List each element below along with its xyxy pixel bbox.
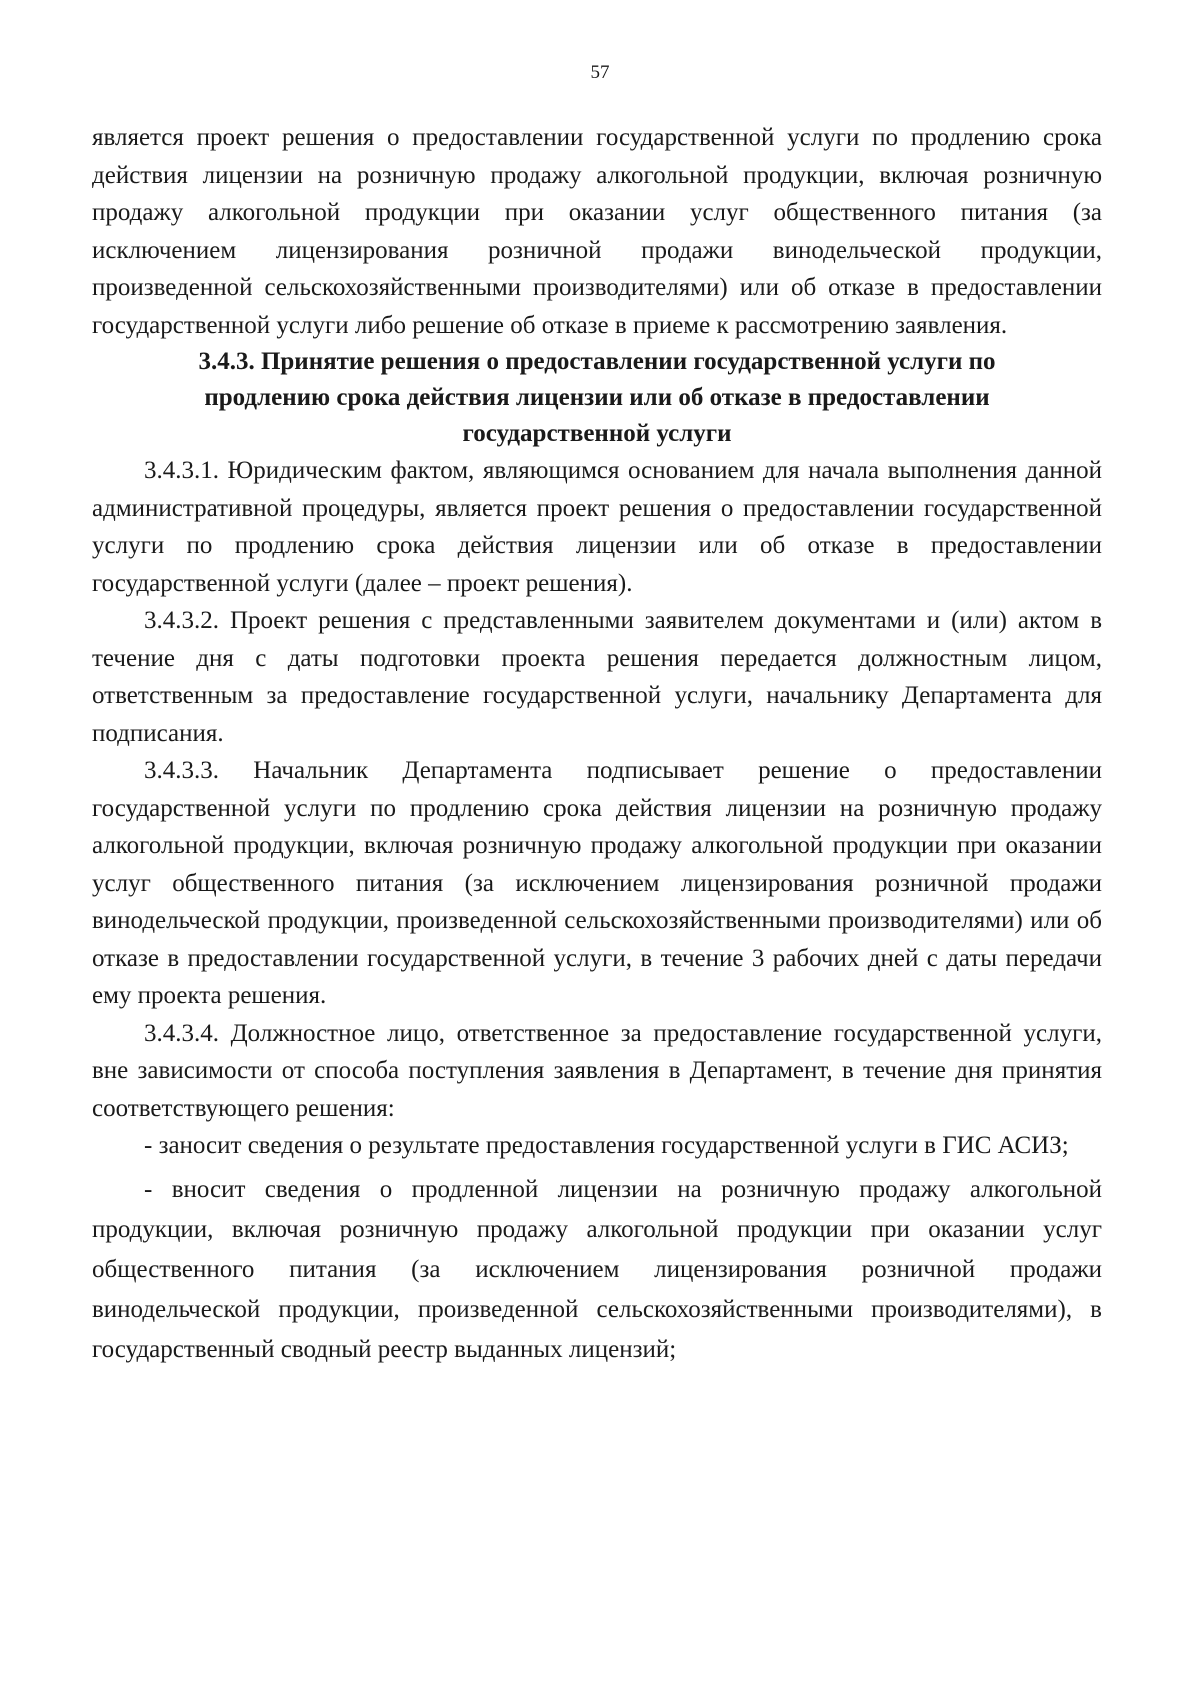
- page-number: 57: [590, 62, 610, 83]
- paragraph-3-4-3-4: 3.4.3.4. Должностное лицо, ответственное за предоставление государственной услуги, вне зависимости от способа поступления заявления в Департамент, в течение дня принятия соответствующего решения:: [92, 1019, 1102, 1122]
- list-item-license-registry: - вносит сведения о продленной лицензии на розничную продажу алкогольной продукции, включая розничную продажу алкогольной продукции при оказании услуг общественного питания (за исключением лицензирования розничной продажи винодельческой продукции, произведенной сельскохозяйственными производителями), в государственный сводный реестр выданных лицензий;: [92, 1175, 1102, 1363]
- paragraph-3-4-3-2: 3.4.3.2. Проект решения с представленными заявителем документами и (или) актом в течение дня с даты подготовки проекта решения передается должностным лицом, ответственным за предоставление государственной услуги, начальнику Департамента для подписания.: [92, 607, 1102, 747]
- page-content: [92, 119, 1102, 1370]
- section-heading: 3.4.3. Принятие решения о предоставлении государственной услуги по продлению срока действия лицензии или об отказе в предоставлении государственной услуги: [198, 348, 996, 447]
- paragraph-3-4-3-1: 3.4.3.1. Юридическим фактом, являющимся основанием для начала выполнения данной административной процедуры, является проект решения о предоставлении государственной услуги по продлению срока действия лицензии или об отказе в предоставлении государственной услуги (далее – проект решения).: [92, 457, 1102, 597]
- paragraph-3-4-3-3: 3.4.3.3. Начальник Департамента подписывает решение о предоставлении государственной услуги по продлению срока действия лицензии на розничную продажу алкогольной продукции, включая розничную продажу алкогольной продукции при оказании услуг общественного питания (за исключением лицензирования розничной продажи винодельческой продукции, произведенной сельскохозяйственными производителями) или об отказе в предоставлении государственной услуги, в течение 3 рабочих дней с даты передачи ему проекта решения.: [92, 757, 1102, 1009]
- intro-paragraph: является проект решения о предоставлении государственной услуги по продлению срока действия лицензии на розничную продажу алкогольной продукции, включая розничную продажу алкогольной продукции при оказании услуг общественного питания (за исключением лицензирования розничной продажи винодельческой продукции, произведенной сельскохозяйственными производителями) или об отказе в предоставлении государственной услуги либо решение об отказе в приеме к рассмотрению заявления.: [92, 124, 1102, 339]
- list-item-gis-asiz: - заносит сведения о результате предоставления государственной услуги в ГИС АСИЗ;: [144, 1132, 1069, 1159]
